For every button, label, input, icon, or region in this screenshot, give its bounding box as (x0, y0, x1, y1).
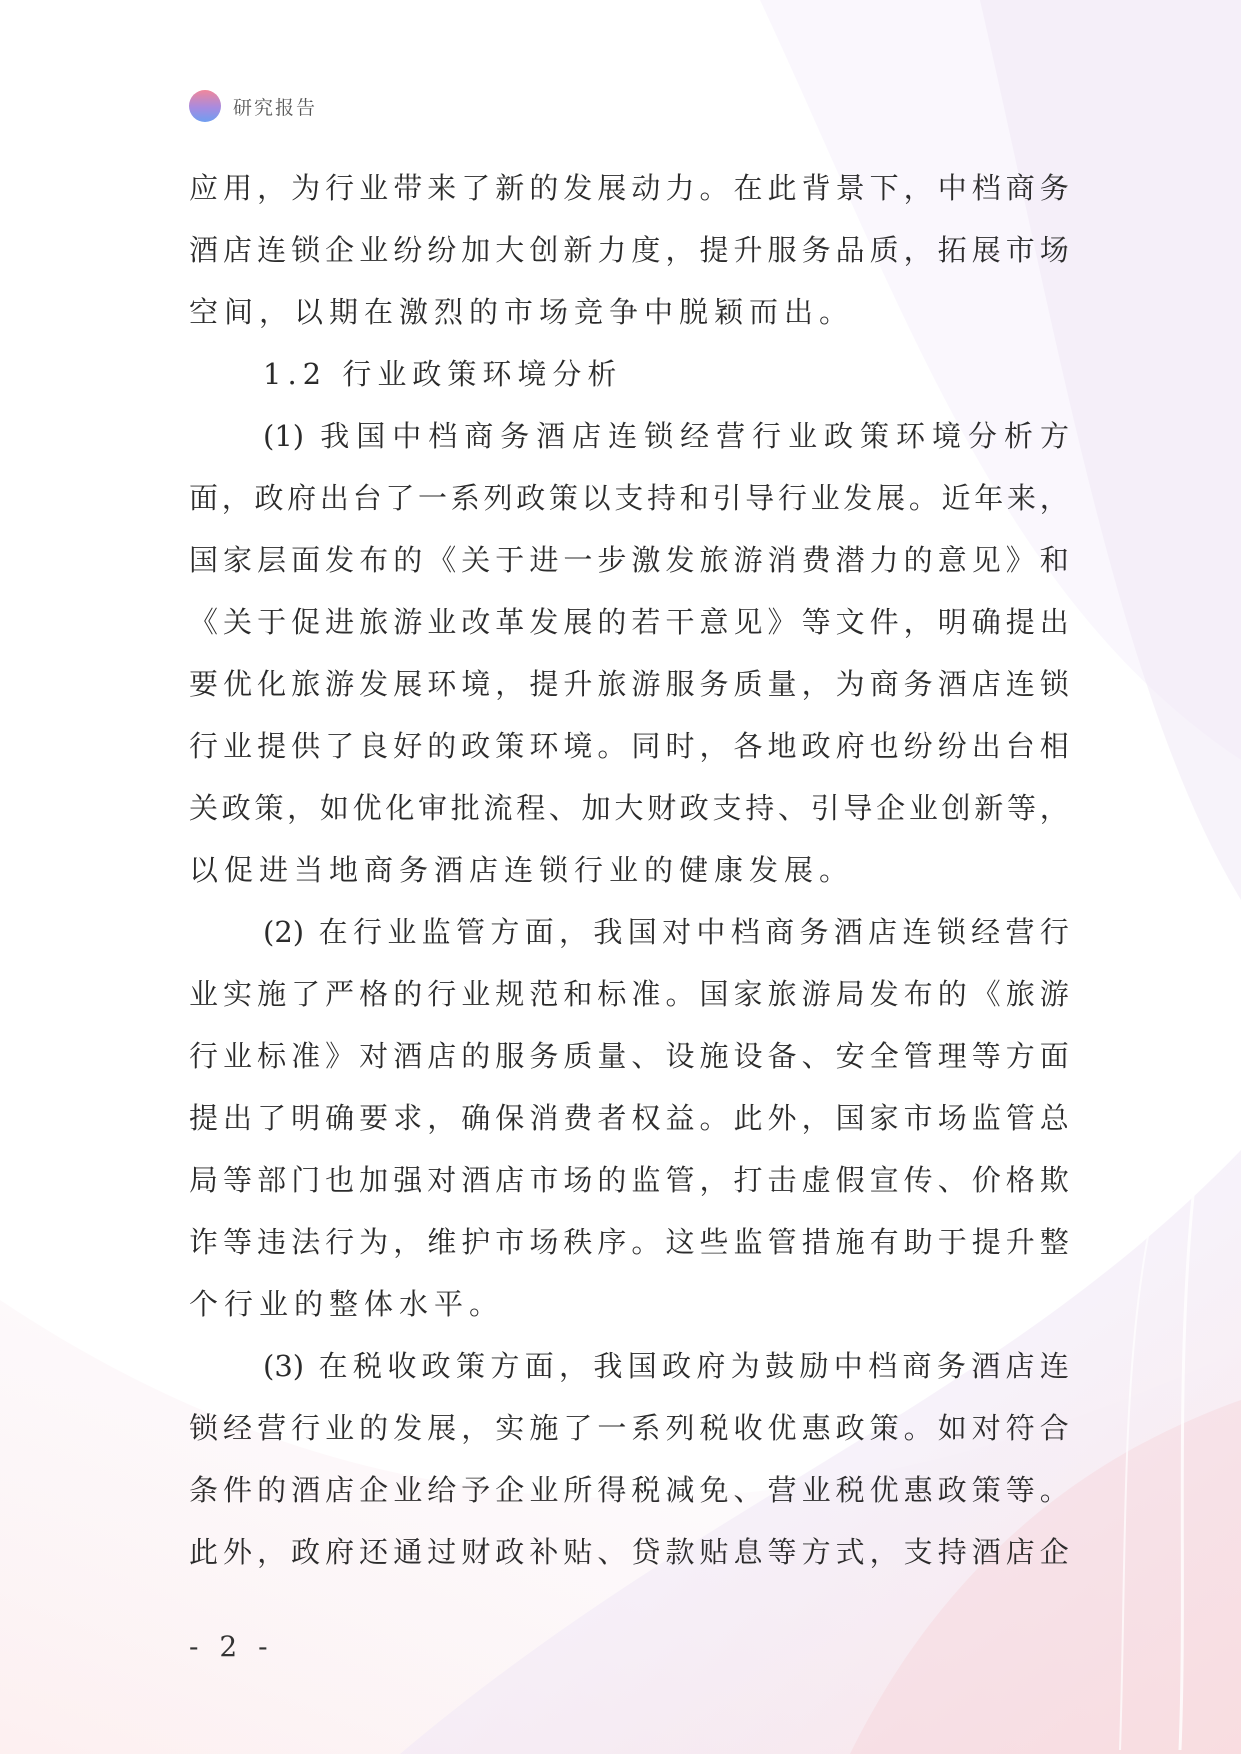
text-line: 诈 等 违 法 行 为 ， 维 护 市 场 秩 序 。 这 些 监 管 措 施 有 助 于 提 升 整 (189, 1225, 1069, 1259)
text-line: (3) 在 税 收 政 策 方 面 ， 我 国 政 府 为 鼓 励 中 档 商 务 酒 店 连 (263, 1349, 1069, 1383)
logo-circle-icon (189, 90, 221, 122)
text-line: 局 等 部 门 也 加 强 对 酒 店 市 场 的 监 管 ， 打 击 虚 假 宣 传 、 价 格 欺 (189, 1163, 1069, 1197)
text-line: 以促进当地商务酒店连锁行业的健康发展。 (189, 853, 855, 887)
report-header (189, 90, 317, 122)
text-line: 要 优 化 旅 游 发 展 环 境 ， 提 升 旅 游 服 务 质 量 ， 为 商 务 酒 店 连 锁 (189, 667, 1069, 701)
text-line: 面 ， 政 府 出 台 了 一 系 列 政 策 以 支 持 和 引 导 行 业 发 展 。 近 年 来 ， (189, 481, 1069, 515)
text-line: 行 业 提 供 了 良 好 的 政 策 环 境 。 同 时 ， 各 地 政 府 也 纷 纷 出 台 相 (189, 729, 1069, 763)
section-heading: 1.2 行业政策环境分析 (263, 357, 623, 391)
text-line: 个行业的整体水平。 (189, 1287, 505, 1321)
text-line: 《 关 于 促 进 旅 游 业 改 革 发 展 的 若 干 意 见 》 等 文 件 ， 明 确 提 出 (189, 605, 1069, 639)
text-line: 应 用 ， 为 行 业 带 来 了 新 的 发 展 动 力 。 在 此 背 景 下 ， 中 档 商 务 (189, 171, 1069, 205)
text-line: 空间，以期在激烈的市场竞争中脱颖而出。 (189, 295, 855, 329)
text-line: 国 家 层 面 发 布 的 《 关 于 进 一 步 激 发 旅 游 消 费 潜 力 的 意 见 》 和 (189, 543, 1069, 577)
text-line: (1) 我 国 中 档 商 务 酒 店 连 锁 经 营 行 业 政 策 环 境 分 析 方 (263, 419, 1069, 453)
text-line: (2) 在 行 业 监 管 方 面 ， 我 国 对 中 档 商 务 酒 店 连 锁 经 营 行 (263, 915, 1069, 949)
text-line: 关 政 策 ， 如 优 化 审 批 流 程 、 加 大 财 政 支 持 、 引 导 企 业 创 新 等 ， (189, 791, 1069, 825)
page-number: - 2 - (189, 1630, 274, 1663)
text-line: 提 出 了 明 确 要 求 ， 确 保 消 费 者 权 益 。 此 外 ， 国 家 市 场 监 管 总 (189, 1101, 1069, 1135)
text-line: 行 业 标 准 》 对 酒 店 的 服 务 质 量 、 设 施 设 备 、 安 全 管 理 等 方 面 (189, 1039, 1069, 1073)
text-line: 酒 店 连 锁 企 业 纷 纷 加 大 创 新 力 度 ， 提 升 服 务 品 质 ， 拓 展 市 场 (189, 233, 1069, 267)
text-line: 条 件 的 酒 店 企 业 给 予 企 业 所 得 税 减 免 、 营 业 税 优 惠 政 策 等 。 (189, 1473, 1069, 1507)
text-line: 业 实 施 了 严 格 的 行 业 规 范 和 标 准 。 国 家 旅 游 局 发 布 的 《 旅 游 (189, 977, 1069, 1011)
text-line: 此 外 ， 政 府 还 通 过 财 政 补 贴 、 贷 款 贴 息 等 方 式 ， 支 持 酒 店 企 (189, 1535, 1069, 1569)
header-title: 研究报告 (233, 96, 318, 119)
document-body (189, 157, 1069, 1583)
text-line: 锁 经 营 行 业 的 发 展 ， 实 施 了 一 系 列 税 收 优 惠 政 策 。 如 对 符 合 (189, 1411, 1069, 1445)
